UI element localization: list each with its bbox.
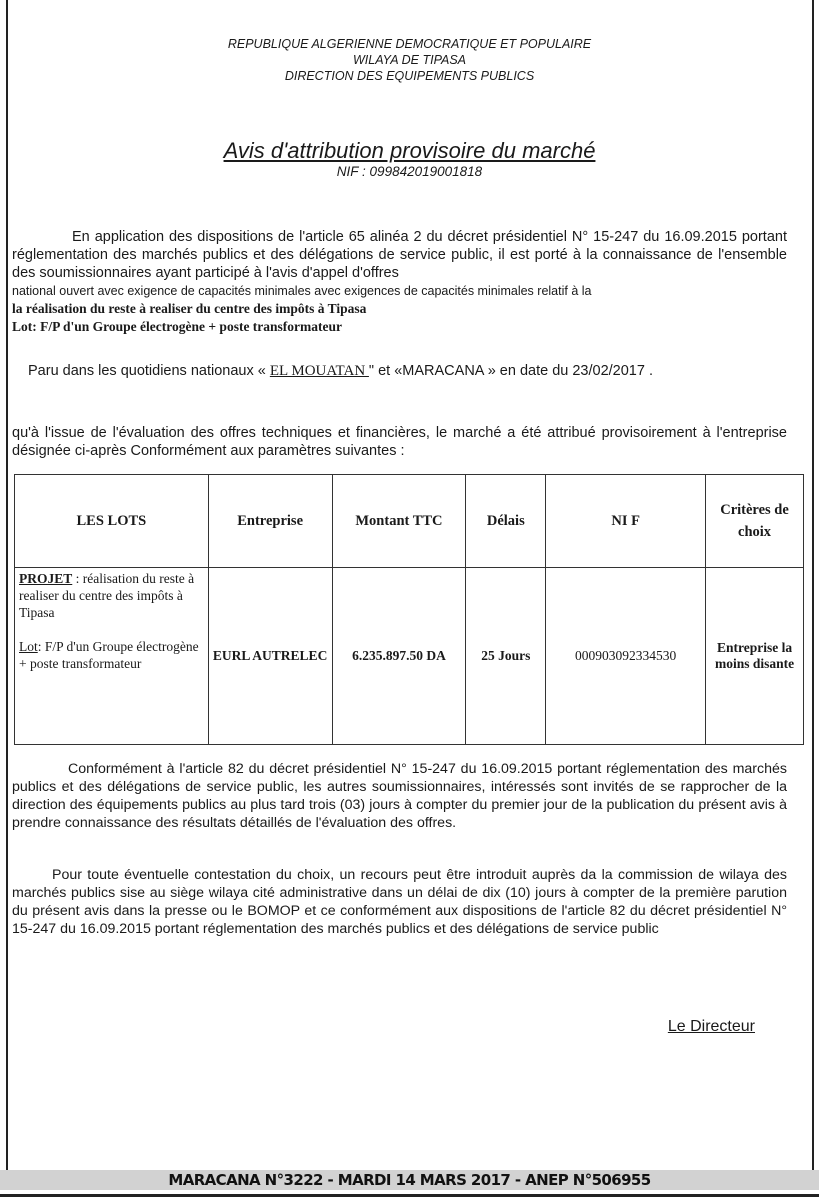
col-header-montant: Montant TTC (332, 475, 466, 568)
newspaper-footer: MARACANA N°3222 - MARDI 14 MARS 2017 - ANEP N°506955 (0, 1170, 819, 1190)
cell-delais: 25 Jours (466, 568, 546, 745)
header-wilaya: WILAYA DE TIPASA (353, 53, 466, 67)
col-header-entreprise: Entreprise (208, 475, 332, 568)
para1-text-b: national ouvert avec exigence de capacités minimales avec exigences de capacités minimales relatif à la (12, 284, 592, 298)
projet-text: : réalisation du reste à realiser du centre des impôts à Tipasa (19, 571, 195, 620)
para2-paper: EL MOUATAN (269, 363, 369, 379)
paragraph-evaluation: qu'à l'issue de l'évaluation des offres techniques et financières, le marché a été attribué provisoirement à l'entreprise désignée ci-après Conformément aux paramètres suivantes : (12, 425, 787, 459)
cell-criteres: Entreprise la moins disante (706, 568, 804, 745)
lot-text: : F/P d'un Groupe électrogène + poste transformateur (19, 639, 199, 671)
para4-text: Conformément à l'article 82 du décret présidentiel N° 15-247 du 16.09.2015 portant réglementation des marchés publics et des délégations de service public, les autres soumissionnaires, intéressés sont invités de se rapprocher de la direction des équipements publics au plus tard trois (03) jours à compter du premier jour de la publication du présent avis à prendre connaissance des résultats détaillés de l'évaluation des offres. (12, 761, 787, 831)
footer-divider (0, 1194, 819, 1197)
paragraph-application (12, 228, 787, 336)
para5-text: Pour toute éventuelle contestation du choix, un recours peut être introduit auprès da la commission de wilaya des marchés publics sise au siège wilaya cité administrative dans un délai de dix (10) jours à compter de la première parution du présent avis dans la presse ou le BOMOP et ce conformément aux dispositions de l'article 82 du décret présidentiel N° 15-247 du 16.09.2015 portant réglementation des marchés publics et des délégations de service public (12, 867, 787, 937)
attribution-table (14, 474, 804, 745)
para1-text-d: Lot: F/P d'un Groupe électrogène + poste transformateur (12, 319, 343, 334)
col-header-nif: NI F (546, 475, 706, 568)
table-row (15, 568, 804, 745)
lot-label: Lot (19, 639, 38, 654)
paragraph-publication (28, 362, 748, 380)
projet-label: PROJET (19, 571, 73, 586)
notice-title: Avis d'attribution provisoire du marché (223, 138, 596, 163)
paragraph-article-82 (12, 760, 787, 832)
paragraph-recours (12, 866, 787, 938)
para1-text-c: la réalisation du reste à realiser du centre des impôts à Tipasa (12, 301, 367, 316)
cell-nif: 000903092334530 (546, 568, 706, 745)
cell-entreprise: EURL AUTRELEC (208, 568, 332, 745)
cell-montant: 6.235.897.50 DA (332, 568, 466, 745)
signature-director: Le Directeur (667, 1018, 755, 1035)
table-header-row (15, 475, 804, 568)
header-republic: REPUBLIQUE ALGERIENNE DEMOCRATIQUE ET POPULAIRE (227, 37, 592, 51)
notice-nif: NIF : 099842019001818 (336, 164, 483, 179)
col-header-criteres: Critères de choix (706, 475, 804, 568)
col-header-lots: LES LOTS (15, 475, 209, 568)
para2-text-b: " et «MARACANA » en date du 23/02/2017 . (368, 363, 653, 379)
col-header-delais: Délais (466, 475, 546, 568)
cell-lots (15, 568, 209, 745)
para2-text-a: Paru dans les quotidiens nationaux « (28, 363, 270, 379)
header-direction: DIRECTION DES EQUIPEMENTS PUBLICS (284, 69, 535, 83)
document-header (0, 36, 819, 84)
para1-text-a: En application des dispositions de l'article 65 alinéa 2 du décret présidentiel N° 15-247 du 16.09.2015 portant réglementation des marchés publics et des délégations de service public, il est porté à la connaissance de l'ensemble des soumissionnaires ayant participé à l'avis d'appel d'offres (12, 229, 787, 281)
